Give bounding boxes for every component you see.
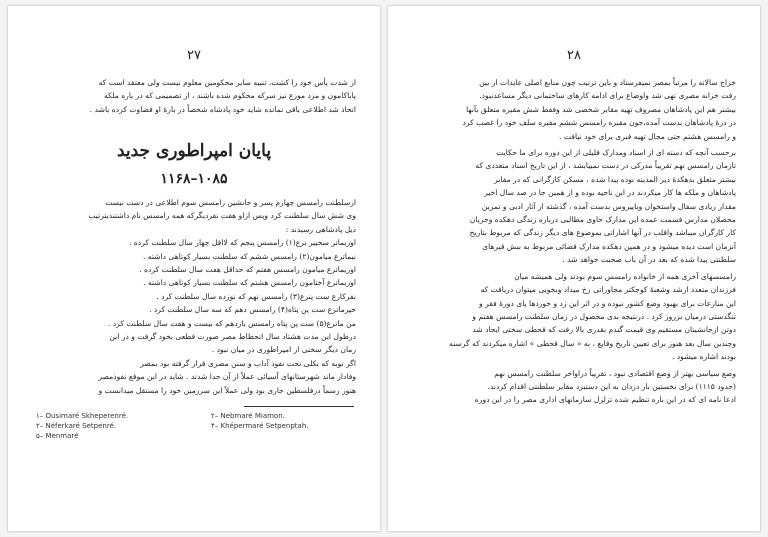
footnote-column-right: [211, 411, 309, 431]
text-line: اتخاذ شد اطلاعی باقی نمانده شاید خود پادشاه شخصاً در بارهٔ او قضاوت کرده باشد .: [89, 104, 356, 114]
right-page: [388, 6, 760, 531]
text-line: این منازعات برای بهبود وضع کشور نبوده و در اثر این زد و خوردها پای دورهٔ فقر و: [479, 298, 736, 308]
text-line: خراج سالانه را مرتباً بمصر نمیفرستاد و باین ترتیب چون منابع اصلی عایدات از بین: [479, 78, 736, 87]
text-line: و رامسس هشتم حتی مجال تهیه قبری برای خود نیافت .: [559, 131, 736, 141]
text-line: فرزندان متعدد ارشد وشعبهٔ کوچکتر مجاوراتی رخ میداد وبخوبی میتوان دریافت که: [480, 285, 736, 295]
text-line: اگر نوبه که بکلی تحت نفوذ آداب و سنن مصری قرار گرفته بود بمصر: [140, 358, 356, 368]
text-line: رامسسهای آخری همه از خانواده رامسس سوم بودند ولی همیشه میان: [514, 271, 736, 281]
text-line: وچندین سال بعد هنوز برای تعیین تاریخ وقایع ، به « سال قحطی » اشاره میکردند که گرسنه: [449, 338, 736, 348]
text-line: آنزمان است دیده میشود و در همین دهکده مدارک قضائی مربوط به نبش قبرهای: [482, 241, 736, 251]
page-number-left: ۲۷: [187, 48, 201, 63]
text-line: هنوز رسماً درفلسطین جاری بود ولی عملاً این سرزمین خود را مستقل میدانست و: [98, 385, 356, 395]
text-line: تازمان رامسس نهم تقریباً مدرکی در دست نمییابشد ، از این تاریخ اسناد متعددی که: [475, 161, 736, 171]
text-line: (حدود ۱۱۱۵) برای نخستین بار دزدان به این دستبرد مقابر سلطنتی اقدام کردند.: [487, 381, 736, 391]
footnotes: [36, 411, 352, 451]
text-line: ازسلطنت رامسس چهارم پسر و جانشین رامسس سوم اطلاعی در دست نیست: [105, 198, 356, 207]
text-line: در درهٔ پادشاهان بدست آمده،جون مقبره رامسس ششم مقبره سلف خود را غصب کرد: [462, 118, 736, 128]
footnote: ۴– Khépermaré Setpenptah.: [211, 422, 309, 430]
text-line: بیشتر متعلق بدهکدهٔ دیر المدینه بوده پیدا شده ، مسکن کارگرانی که در مقابر: [494, 174, 736, 184]
footnote-column-left: [36, 411, 128, 441]
right-body-text: [418, 76, 736, 410]
text-line: برحسب آنچه که دسته ای از اسناد ومدارک قلیلی از این دوره برای ما حکایت: [496, 148, 736, 158]
text-line: محصلان مدارس قسمت عمده این مدارک حاوی مطالبی درباره زندگی دهکده وجریان: [469, 215, 736, 225]
text-line: زمان دیگر سخنی از امپراطوری در میان نبود .: [211, 345, 356, 355]
paragraph: [418, 76, 736, 143]
text-line: وضع سیاسی بهتر از وضع اقتصادی نبود ، تقریباً دراواخر سلطنت رامسس نهم: [494, 368, 736, 378]
paragraph: [418, 367, 736, 407]
paragraph: [418, 270, 736, 364]
footnote-divider: [244, 406, 354, 407]
page-number-right: ۲۸: [567, 48, 581, 63]
paragraph: [418, 146, 736, 267]
text-line: رفت خزانه مصری تهی شد واوضاع برای ادامه کارهای ساختمانی دیگر مساعدنبود.: [479, 91, 736, 101]
text-line: ذیل پادشاهی رسیدند :: [285, 224, 356, 234]
text-line: اوزیماتر سخپیر نرع(۱) رامسس پنجم که لااقل چهار سال سلطنت کرده .: [129, 238, 356, 248]
text-line: اوزیماترع آختامون رامسس هشتم که سلطنت بسیار کوتاهی داشته .: [143, 278, 356, 288]
left-intro-text: [38, 76, 356, 116]
text-line: کار کارگران میباشد واقلب در آنها اشاراتی بموضوع های دیگر زندگی که مربوط بتاریخ: [469, 228, 736, 238]
footnote: ۵– Menmaré: [36, 432, 79, 440]
text-line: تنگدستی درمیان برروز کرد . درنتیجه بدی محصول در زمان سلطنت رامسس هفتم و: [472, 311, 736, 321]
text-line: وی شش سال سلطنت کرد وپس ازاو هفت نفردیگرکه همه رامسس نام داشتندبترتیب: [88, 211, 356, 221]
text-line: خپرماترع ست پن پتاه(۴) رامسس دهم که سه سال سلطنت کرد .: [149, 305, 356, 315]
section-subheading: ۱۰۸۵–۱۱۶۸: [160, 171, 228, 187]
text-line: بیشتر هم این پادشاهان مصروف تهیه مقابر شخصی شد وفقط شش مقبره متعلق بآنها: [466, 104, 736, 114]
text-line: دوتن ازجانشینان مستقیم وی قیمت گندم بقدری بالا رفت که قحطی سختی ایجاد شد: [472, 325, 736, 335]
footnote: ۲– Néferkaré Setpenré.: [36, 422, 117, 430]
text-line: ادعا نامه ای که در این باره تنظیم شده تزلزل سازمانهای اداری مصر را در این دوره: [474, 395, 736, 405]
left-body-text: [38, 196, 356, 397]
text-line: وفادار ماند شهرستانهای آسیائی عملاً از آن جدا شدند . شاید در این موقع نفوذمصر: [98, 372, 356, 382]
text-line: مقدار زیادی سفال واستخوان ویاپیروس بدست آمده ، گذشته از آثار ادبی و تمرین: [481, 201, 736, 211]
footnote: ۲– Nebmaré Miamon.: [211, 412, 285, 420]
text-line: پاباکامون و مزد موزع نیز سرکه محکوم شده باشند ، از تصمیمی که در باره ملکه: [103, 91, 356, 101]
text-line: درطول این مدت هشتاد سال انحطاط مصر صورت قطعی بخود گرفت و در این: [109, 332, 356, 342]
text-line: بودند اشاره میشود .: [671, 352, 736, 362]
left-page: [8, 6, 380, 531]
footnote: ۱– Ousimaré Skheperenré.: [36, 412, 129, 420]
text-line: نفرکارع ست پنرع(۳) رامسس نهم که نوزده سال سلطنت کرد .: [156, 291, 356, 301]
text-line: سلطنتی پیدا شده که بعد در آن باب صحبت خواهد شد .: [562, 255, 736, 265]
text-line: از شدت یأس خود را کشت، تنبیه سایر محکومین معلوم نیست ولی معتقد است که: [98, 78, 356, 87]
text-line: پادشاهان و ملکه ها کار میکردند در این ناحیه بوده و از همین جا در صد سال اخیر: [484, 188, 736, 198]
section-heading: پایان امپراطوری جدید: [116, 141, 272, 161]
text-line: من ماترع(۵) ست پن پتاه رامسس یازدهم که بیست و هفت سال سلطنت کرد .: [107, 318, 356, 328]
text-line: نبماترع میامون(۲) رامسس ششم که سلطنت بسیار کوتاهی داشته .: [142, 251, 356, 261]
text-line: اوزیماترع میامون رامسس هفتم که حداقل هفت سال سلطنت کرده .: [139, 265, 356, 275]
